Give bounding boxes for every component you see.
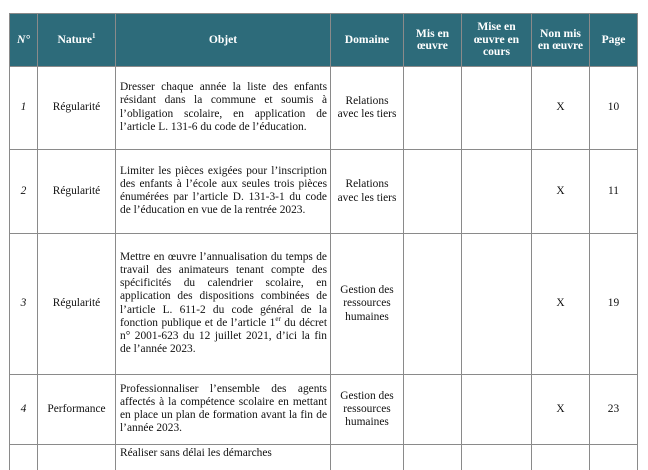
- row-en-cours: [462, 375, 532, 445]
- row-objet-text: Mettre en œuvre l’annualisation du temps de travail des animateurs tenant compte des spécificités du calendrier scolaire, en application des dispositions combinées de l’article L. 611-2 du code général de la fonction publique et de l’article 1: [120, 250, 327, 329]
- row-page: [590, 445, 638, 470]
- row-page: 23: [590, 375, 638, 445]
- row-domaine: [331, 445, 404, 470]
- header-objet: Objet: [116, 14, 331, 67]
- row-domaine: Relations avec les tiers: [331, 67, 404, 150]
- row-non-mis: X: [532, 150, 590, 234]
- row-non-mis: X: [532, 67, 590, 150]
- header-num: N°: [10, 14, 38, 67]
- recommendations-table: [9, 13, 638, 470]
- row-page: 10: [590, 67, 638, 150]
- row-mis-en-oeuvre: [404, 234, 462, 375]
- row-non-mis: [532, 445, 590, 470]
- row-objet: Professionnaliser l’ensemble des agents affectés à la compétence scolaire en mettant en place un plan de formation avant la fin de l’année 2023.: [116, 375, 331, 445]
- row-objet-ordinal: er: [275, 314, 281, 323]
- row-nature: [38, 445, 116, 470]
- row-number: 4: [10, 375, 38, 445]
- row-number: 3: [10, 234, 38, 375]
- row-domaine: Gestion des ressources humaines: [331, 234, 404, 375]
- row-mis-en-oeuvre: [404, 150, 462, 234]
- header-page: Page: [590, 14, 638, 67]
- row-objet: Dresser chaque année la liste des enfants résidant dans la commune et soumis à l’obligation scolaire, en application de l’article L. 131-6 du code de l’éducation.: [116, 67, 331, 150]
- row-mis-en-oeuvre: [404, 375, 462, 445]
- row-non-mis: X: [532, 375, 590, 445]
- header-nature-label: Nature: [57, 32, 93, 46]
- header-mise-en-oeuvre-en-cours: Mise en œuvre en cours: [462, 14, 532, 67]
- header-nature-footnote: 1: [92, 31, 96, 40]
- row-en-cours: [462, 67, 532, 150]
- table-row: [10, 445, 638, 470]
- row-mis-en-oeuvre: [404, 67, 462, 150]
- row-page: 11: [590, 150, 638, 234]
- header-non-mis-en-oeuvre: Non mis en œuvre: [532, 14, 590, 67]
- row-objet: Limiter les pièces exigées pour l’inscription des enfants à l’école aux seules trois pièces énumérées par l’article D. 131-3-1 du code de l’éducation en vue de la rentrée 2023.: [116, 150, 331, 234]
- row-objet: Réaliser sans délai les démarches: [116, 445, 331, 470]
- header-domaine: Domaine: [331, 14, 404, 67]
- table-row: [10, 234, 638, 375]
- row-nature: Régularité: [38, 67, 116, 150]
- row-objet-text: du décret n° 2001-623 du 12 juillet 2021, d’ici la fin de l’année 2023.: [120, 316, 328, 356]
- row-mis-en-oeuvre: [404, 445, 462, 470]
- row-number: [10, 445, 38, 470]
- row-number: 2: [10, 150, 38, 234]
- row-domaine: Gestion des ressources humaines: [331, 375, 404, 445]
- row-nature: Régularité: [38, 150, 116, 234]
- row-nature: Régularité: [38, 234, 116, 375]
- row-number: 1: [10, 67, 38, 150]
- row-objet: [116, 234, 331, 375]
- header-row: [10, 14, 638, 67]
- row-nature: Performance: [38, 375, 116, 445]
- table-row: [10, 67, 638, 150]
- table-row: [10, 150, 638, 234]
- table-row: [10, 375, 638, 445]
- row-non-mis: X: [532, 234, 590, 375]
- row-en-cours: [462, 234, 532, 375]
- row-en-cours: [462, 445, 532, 470]
- row-en-cours: [462, 150, 532, 234]
- row-page: 19: [590, 234, 638, 375]
- header-mis-en-oeuvre: Mis en œuvre: [404, 14, 462, 67]
- row-domaine: Relations avec les tiers: [331, 150, 404, 234]
- header-nature: [38, 14, 116, 67]
